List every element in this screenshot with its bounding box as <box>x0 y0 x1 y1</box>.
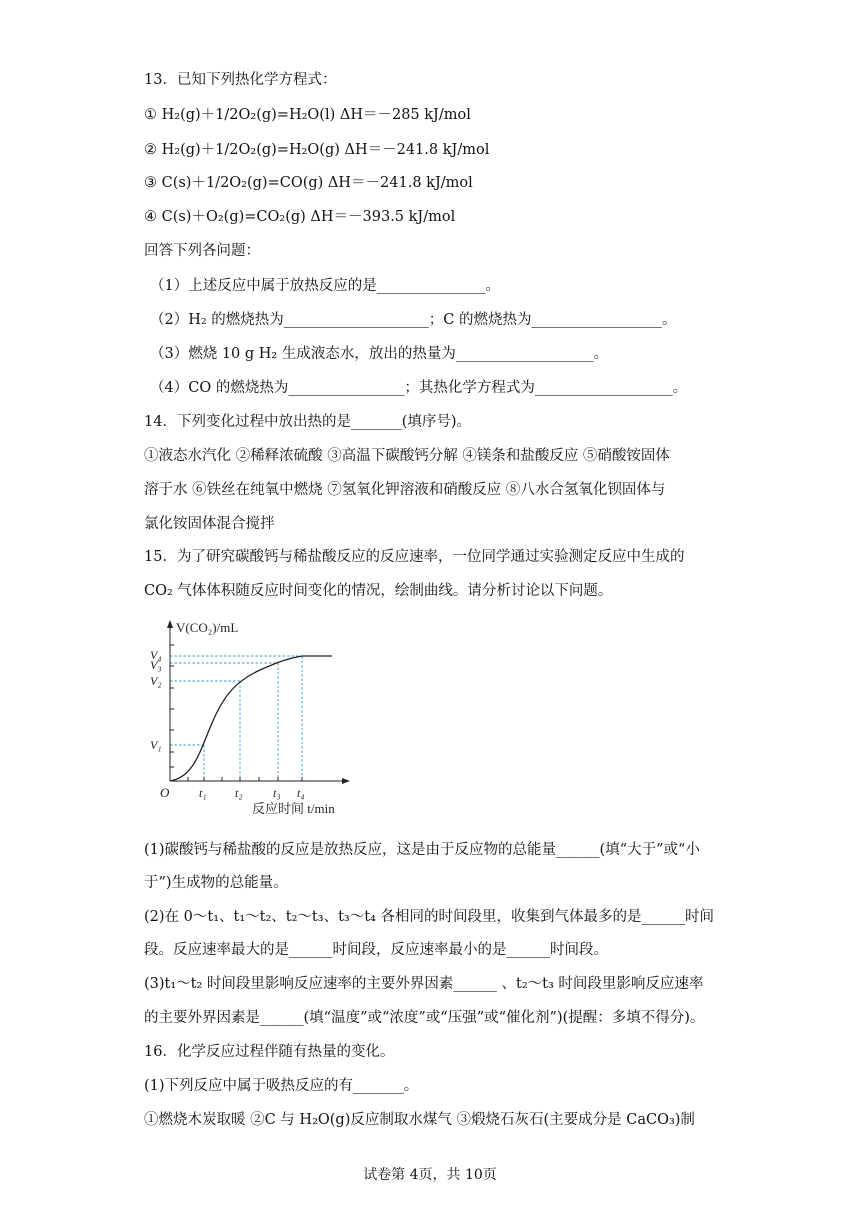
q13-part-2: （2）H₂ 的燃烧热为____________________；C 的燃烧热为__________________。 <box>150 312 677 328</box>
dashed-guides <box>170 656 302 781</box>
x-axis-label: 反应时间 t/min <box>252 801 335 816</box>
co2-volume-chart <box>140 615 370 820</box>
question-13-title: 13．已知下列热化学方程式： <box>144 72 337 88</box>
x-axis-ticks <box>188 777 302 781</box>
q13-part-1: （1）上述反应中属于放热反应的是_______________。 <box>150 278 500 294</box>
q15-part-2-line-2: 段。反应速率最大的是______时间段，反应速率最小的是______时间段。 <box>144 942 608 958</box>
q15-part-3-line-1: (3)t₁～t₂ 时间段里影响反应速率的主要外界因素______ 、t₂～t₃ 时间段里影响反应速率 <box>144 976 704 992</box>
equation-3: ③ C(s)＋1/2O₂(g)=CO(g) ΔH＝－241.8 kJ/mol <box>144 175 473 191</box>
x-tick-label-t3: t₃ <box>273 786 281 800</box>
y-axis-label: V(CO₂)/mL <box>176 620 239 635</box>
q15-part-3-line-2: 的主要外界因素是______(填“温度”或“浓度”或“压强”或“催化剂”)(提醒：多填不得分)。 <box>144 1010 705 1026</box>
q15-part-1-line-1: (1)碳酸钙与稀盐酸的反应是放热反应，这是由于反应物的总能量______(填“大于”或“小 <box>144 842 700 858</box>
y-axis-arrow <box>167 620 173 628</box>
question-16-title: 16．化学反应过程伴随有热量的变化。 <box>144 1044 395 1060</box>
page-footer: 试卷第 4页，共 10页 <box>363 1167 497 1183</box>
y-tick-label-v4: V₄ <box>150 648 162 662</box>
axes <box>170 625 345 781</box>
question-14-title: 14．下列变化过程中放出热的是_______(填序号)。 <box>144 414 472 430</box>
x-tick-label-t2: t₂ <box>235 786 243 800</box>
origin-label: O <box>160 785 170 800</box>
q14-options-line-2: 溶于水 ⑥铁丝在纯氧中燃烧 ⑦氢氧化钾溶液和硝酸反应 ⑧八水合氢氧化钡固体与 <box>144 482 666 498</box>
q16-part-1: (1)下列反应中属于吸热反应的有_______。 <box>144 1078 419 1094</box>
x-tick-label-t4: t₄ <box>297 786 305 800</box>
q14-options-line-1: ①液态水汽化 ②稀释浓硫酸 ③高温下碳酸钙分解 ④镁条和盐酸反应 ⑤硝酸铵固体 <box>144 448 670 464</box>
x-tick-label-t1: t₁ <box>199 786 207 800</box>
equation-2: ② H₂(g)＋1/2O₂(g)=H₂O(g) ΔH＝－241.8 kJ/mol <box>144 142 490 158</box>
q13-part-4: （4）CO 的燃烧热为________________；其热化学方程式为___________________。 <box>150 380 688 396</box>
volume-curve <box>170 656 332 781</box>
x-axis-arrow <box>342 778 350 784</box>
answer-prompt: 回答下列各问题： <box>144 243 260 259</box>
q14-options-line-3: 氯化铵固体混合搅拌 <box>144 516 275 532</box>
y-tick-label-v2: V₂ <box>150 674 162 688</box>
question-15-title-line-2: CO₂ 气体体积随反应时间变化的情况，绘制曲线。请分析讨论以下问题。 <box>144 583 613 599</box>
q16-options-line-1: ①燃烧木炭取暖 ②C 与 H₂O(g)反应制取水煤气 ③煅烧石灰石(主要成分是 CaCO₃)制 <box>144 1112 695 1128</box>
y-tick-label-v1: V₁ <box>150 738 162 752</box>
question-15-title-line-1: 15．为了研究碳酸钙与稀盐酸反应的反应速率，一位同学通过实验测定反应中生成的 <box>144 549 685 565</box>
q15-part-2-line-1: (2)在 0～t₁、t₁～t₂、t₂～t₃、t₃～t₄ 各相同的时间段里，收集到气体最多的是______时间 <box>144 909 714 925</box>
equation-4: ④ C(s)＋O₂(g)=CO₂(g) ΔH＝－393.5 kJ/mol <box>144 209 456 225</box>
equation-1: ① H₂(g)＋1/2O₂(g)=H₂O(l) ΔH＝－285 kJ/mol <box>144 107 471 123</box>
y-tick-label-v3: V₃ <box>150 658 162 672</box>
q15-part-1-line-2: 于”)生成物的总能量。 <box>144 875 288 891</box>
q13-part-3: （3）燃烧 10 g H₂ 生成液态水，放出的热量为___________________。 <box>150 346 609 362</box>
